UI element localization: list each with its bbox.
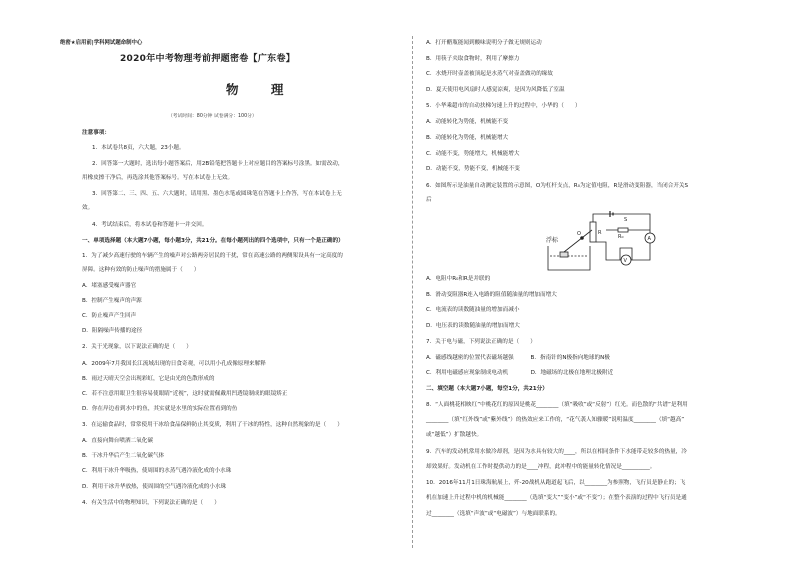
q7-options-ab: A．磁感线越密的位置代表磁场越强 B．指南针的N极指向地球的N极	[426, 355, 610, 361]
fuel-tank	[548, 246, 590, 270]
fuel-gauge-circuit-figure	[546, 208, 666, 274]
q3-option-c: C．利用干冰升华吸热，使周围的水蒸气遇冷液化成的小水珠	[82, 468, 232, 474]
label-o: O	[577, 231, 581, 237]
q5-option-a: A．动能转化为势能，机械能不变	[426, 119, 509, 125]
question-7: 7．关于电与磁，下列说法正确的是（ ）	[426, 339, 536, 345]
note-2-cont: 用橡皮擦干净后，再选涂其他答案标号。写在本试卷上无效。	[82, 175, 234, 181]
q4-option-a: A．打开醋瓶能闻到酸味说明分子做无规则运动	[426, 40, 542, 46]
column-divider	[412, 36, 413, 548]
q3-option-a: A．直接向舞台喷洒二氧化碳	[82, 438, 153, 444]
note-3: 3．回答第二、三、四、五、六大题时，请用黑、墨色水笔或圆珠笔在答题卡上作答，写在本试卷上无	[92, 191, 342, 197]
rheostat-r	[590, 222, 596, 242]
float-label: 浮标	[546, 237, 559, 244]
label-r: R	[598, 230, 602, 236]
q3-option-b: B．干冰升华后产生二氧化碳气体	[82, 453, 165, 459]
note-1: 1．本试卷共8页，六大题，23小题。	[92, 145, 185, 151]
q6-option-a: A．电阻中R₀和R是并联的	[426, 276, 491, 282]
exam-meta: （考试时间：80分钟 试卷满分：100分）	[168, 114, 257, 119]
note-2: 2．回答第一大题时，选出每小题答案后，用2B铅笔把答题卡上对应题目的答案标号涂黑。如需改动，	[92, 161, 344, 167]
question-6: 6．如图所示是油量自动测定装置的示意图，O为杠杆支点，R₀为定值电阻，R是滑动变阻器，当闭合开关S	[426, 183, 689, 189]
q5-option-c: C．动能不变，势能增大，机械能增大	[426, 151, 520, 157]
q1-option-a: A．堵塞感受噪声器官	[82, 283, 137, 289]
q1-option-d: D．阻隔噪声传播的途径	[82, 328, 143, 334]
note-3-cont: 效。	[82, 205, 94, 211]
lever-pivot	[581, 237, 584, 240]
q7-options-cd: C．利用电磁感应现象制成电动机 D．地磁场的北极在地理北极附近	[426, 370, 614, 376]
question-4: 4．有关生活中的物理知识，下列说法正确的是（ ）	[82, 500, 220, 506]
question-8-cont: ________（填“红外线”或“紫外线”）的热效应来工作的，“花气袭人知骤暖”说明温度________（填“越高”	[426, 417, 685, 423]
q4-option-d: D．夏天使用电风扇时人感觉凉爽，是因为风降低了室温	[426, 87, 565, 93]
question-8: 8．“人面桃花相映红”中桃花红的原因是桃花________（填“吸收”或“反射”）红光。而色散的“共谱”是利用	[426, 402, 688, 408]
question-5: 5．小华乘超市的自动扶梯匀速上升的过程中，小华的（ ）	[426, 103, 581, 109]
q6-option-c: C．电流表的读数随油量的增加而减小	[426, 307, 520, 313]
q4-option-b: B．用筷子夹取食物时，利用了摩擦力	[426, 56, 520, 62]
q2-option-d: D．你在岸边看到水中的鱼，其实就是水里的实际位置看到的鱼	[82, 406, 238, 412]
q4-option-c: C．水烧开时壶盖被顶起是水蒸气对壶盖做功的缘故	[426, 71, 553, 77]
q2-option-c: C．若不注意用眼卫生很容易使眼睛“近视”，这时就需佩戴用凹透镜制成的眼镜矫正	[82, 391, 288, 397]
q5-option-b: B．动能转化为势能，机械能增大	[426, 135, 509, 141]
q2-option-b: B．雨过天晴天空会出现彩虹，它是由光的色散形成的	[82, 376, 215, 382]
question-3: 3．在运输食品时，常常使用干冰给食品保鲜防止其变质，利用了干冰的特性，这种自然现象的是（ ）	[82, 422, 343, 428]
label-v: V	[623, 258, 627, 264]
q6-option-b: B．滑动变阻器R连入电路的阻值随油量的增加而增大	[426, 292, 557, 298]
q5-option-d: D．动能不变，势能不变，机械能不变	[426, 166, 520, 172]
secret-header: 绝密★启用前|学科网试题命制中心	[60, 40, 143, 46]
question-8-cont2: 或“越低”）扩散越快。	[426, 432, 483, 438]
question-9: 9．汽车的发动机常用水做冷却剂，是因为水具有较大的____，所以在相同条件下水能带走较多的热量，冷	[426, 449, 687, 455]
question-1: 1．为了减少高速行驶的车辆产生的噪声对公路两旁居民的干扰，常在高速公路的两侧架设具有一定高度的	[82, 253, 343, 259]
label-s: S	[624, 217, 628, 223]
resistor-r0	[618, 228, 628, 232]
question-10-cont: 机在加速上升过程中机的机械能________（选填“变大”“变小”或“不变”）；在整个表演的过程中飞行员是通	[426, 495, 687, 501]
question-2: 2．关于光现象，以下说法正确的是（ ）	[82, 344, 192, 350]
paper-title: 2020年中考物理考前押题密卷【广东卷】	[120, 54, 296, 64]
notes-heading: 注意事项：	[82, 130, 110, 136]
note-4: 4．考试结束后，将本试卷和答题卡一并交回。	[92, 222, 208, 228]
label-a: A	[647, 236, 651, 242]
subject-title: 物 理	[226, 82, 298, 97]
q2-option-a: A．2009年7月我国长江流域出现的日食奇观，可以用小孔成像原理来解释	[82, 361, 266, 367]
question-10: 10．2016年11月1日珠海航展上，歼-20战机从跑道起飞后，以________为参照物，飞行员是静止的；飞	[426, 480, 686, 486]
q6-option-d: D．电压表的读数随油量的增加而增大	[426, 323, 520, 329]
question-1-cont: 屏障。这种有效的防止噪声的措施属于（ ）	[82, 267, 200, 273]
section-2-heading: 二、填空题（本大题7小题，每空1分，共21分）	[426, 386, 548, 392]
q3-option-d: D．利用干冰升华放热，使周围的空气遇冷液化成的小水珠	[82, 484, 227, 490]
q1-option-b: B．控制产生噪声的声源	[82, 298, 142, 304]
question-9-cont: 却效果好。发动机在工作时提供动力的是____冲程，此冲程中的能量转化情况是__________。	[426, 464, 656, 470]
question-10-cont2: 过________（选填“声波”或“电磁波”）与地面联系的。	[426, 511, 561, 517]
label-r0: R₀	[618, 234, 624, 240]
q1-option-c: C．防止噪声产生回声	[82, 313, 137, 319]
question-6-cont: 后	[426, 197, 432, 203]
float-body	[560, 252, 568, 257]
section-1-heading: 一、单项选择题（本大题7小题，每小题3分，共21分。在每小题列出的四个选项中，只有一个是正确的）	[82, 238, 344, 244]
